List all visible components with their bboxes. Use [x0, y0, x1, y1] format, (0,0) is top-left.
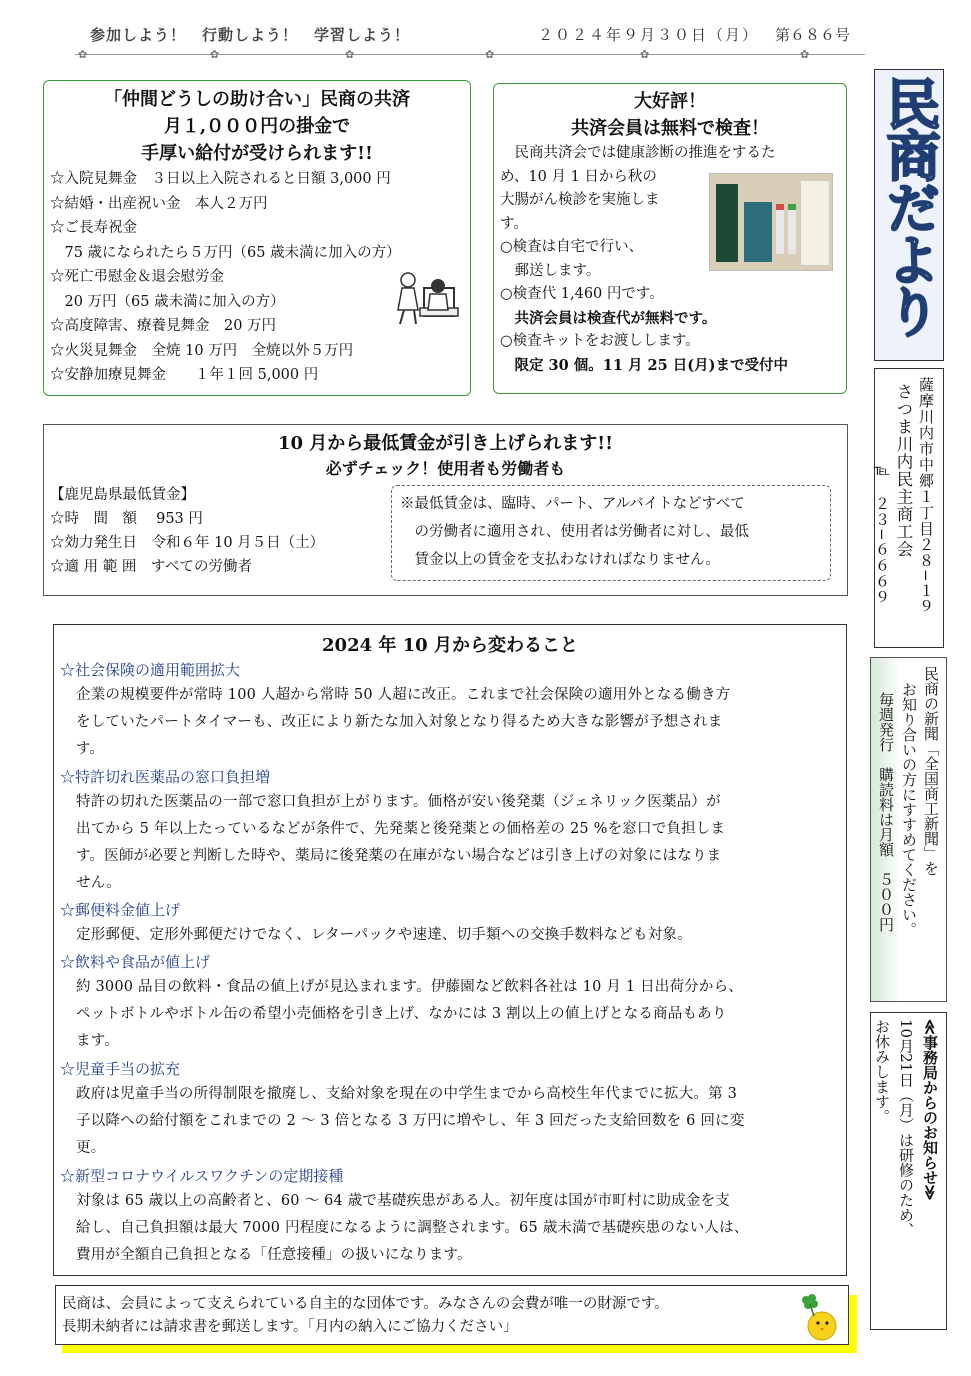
text-line: ○検査代 1,460 円です。: [500, 286, 664, 302]
list-item: 20 万円（65 歳未満に加入の方）: [50, 293, 285, 310]
text-line: 特許の切れた医薬品の一部で窓口負担が上がります。価格が安い後発薬（ジェネリック医薬品）が: [76, 794, 721, 810]
text-line: 約 3000 品目の飲料・食品の値上げが見込まれます。伊藤園など飲料各社は 10 月 1 日出荷分から、: [76, 979, 743, 995]
issue-number: 第６８６号: [775, 26, 851, 44]
header-slogan: 参加しよう！ 行動しよう！ 学習しよう！: [90, 26, 411, 44]
text-line: ○検査キットをお渡しします。: [500, 333, 700, 349]
newspaper-promo: [870, 657, 947, 1002]
kyosai-title: 「仲間どうしの助け合い」民商の共済: [104, 89, 410, 110]
section-heading: ☆飲料や食品が値上げ: [60, 953, 211, 971]
section-body: [76, 1188, 840, 1269]
list-item: ☆効力発生日 令和６年 10 月５日（土）: [50, 535, 325, 551]
text-line: す。: [76, 741, 105, 757]
notice-line: お休みします。: [873, 1019, 891, 1124]
text-line: 限定 30 個。11 月 25 日(月)まで受付中: [500, 356, 788, 374]
text-line: 民商共済会では健康診断の推進をするた: [500, 145, 776, 161]
sprig-icon: ✿: [800, 48, 810, 61]
kyosai-article: [43, 80, 471, 396]
screening-article: [493, 83, 847, 394]
notice-line: 10月21日（月）は研修のため、: [897, 1019, 915, 1238]
text-line: す。医師が必要と判断した時や、薬局に後発薬の在庫がない場合などは引き上げの対象にはなりま: [76, 848, 722, 864]
text-line: 給し、自己負担額は最大 7000 円程度になるように調整されます。65 歳未満で基礎疾患のない人は、: [76, 1220, 749, 1236]
text-line: 大腸がん検診を実施しま: [500, 192, 660, 208]
text-line: 企業の規模要件が常時 100 人超から常時 50 人超に改正。これまで社会保険の適用外となる働き方: [76, 687, 731, 703]
section-body: [76, 922, 840, 949]
note-line: ※最低賃金は、臨時、パート、アルバイトなどすべて: [400, 496, 745, 512]
text-line: ます。: [76, 1033, 119, 1049]
list-item: 75 歳になられたら５万円（65 歳未満に加入の方）: [50, 244, 401, 261]
list-item: ☆結婚・出産祝い金 本人２万円: [50, 195, 268, 212]
list-item: 【鹿児島県最低賃金】: [50, 487, 195, 503]
list-item: ☆時 間 額 953 円: [50, 511, 203, 527]
phone-number: ℡ ２３−６６６９: [873, 461, 891, 606]
promo-line: 毎週発行 購読料は月額 ５００円: [877, 692, 895, 932]
promo-line: 民商の新聞「全国商工新聞」を: [922, 666, 940, 876]
list-item: ☆安静加療見舞金 １年１回 5,000 円: [50, 367, 319, 383]
list-item: ☆入院見舞金 ３日以上入院されると日額 3,000 円: [50, 171, 391, 187]
text-line: せん。: [76, 875, 121, 891]
benefit-list: [50, 167, 401, 388]
section-body: [76, 974, 840, 1055]
screening-subtitle: 共済会員は無料で検査！: [571, 118, 769, 139]
minimum-wage-article: [43, 424, 848, 596]
section-heading: ☆郵便料金値上げ: [60, 901, 181, 919]
masthead: [874, 69, 944, 361]
screening-title: 大好評！: [634, 91, 706, 112]
sprig-icon: ✿: [640, 48, 650, 61]
office-notice: [870, 1012, 947, 1330]
footer-line: 民商は、会員によって支えられている自主的な団体です。みなさんの会費が唯一の財源です。: [62, 1296, 669, 1312]
test-kit-photo: [709, 173, 833, 271]
text-line: ペットボトルやボトル缶の希望小売価格を引き上げ、なかには 3 割以上の値上げとなる商品もあり: [76, 1006, 727, 1022]
changes-title: 2024 年 10 月から変わること: [322, 635, 578, 656]
sprig-icon: ✿: [78, 48, 88, 61]
membership-footer: [55, 1285, 849, 1345]
note-line: の労働者に適用され、使用者は労働者に対し、最低: [400, 524, 749, 540]
text-line: す。: [500, 215, 528, 232]
text-line: 郵送します。: [500, 262, 601, 279]
note-line: 賃金以上の賃金を支払わなければなりません。: [400, 552, 720, 568]
section-heading: ☆児童手当の拡充: [60, 1060, 181, 1078]
text-line: 政府は児童手当の所得制限を撤廃し、支給対象を現在の中学生までから高校生年代までに拡大。第 3: [76, 1086, 738, 1102]
text-line: 更。: [76, 1140, 106, 1156]
section-heading: ☆社会保険の適用範囲拡大: [60, 661, 241, 679]
section-body: [76, 682, 840, 763]
text-line: 出てから 5 年以上たっているなどが条件で、先発薬と後発薬との価格差の 25 %を窓口で負担しま: [76, 821, 726, 837]
publisher-address: [874, 368, 944, 648]
promo-line: お知り合いの方にすすめてください。: [900, 682, 918, 937]
sprig-icon: ✿: [210, 48, 220, 61]
section-body: [76, 1081, 840, 1162]
text-line: 費用が全額自己負担となる「任意接種」の扱いになります。: [76, 1247, 472, 1263]
footer-line: 長期未納者には請求書を郵送します。「月内の納入にご協力ください」: [62, 1319, 518, 1335]
section-heading: ☆新型コロナウイルスワクチンの定期接種: [60, 1167, 344, 1185]
wage-note: [391, 485, 831, 581]
kyosai-subtitle: 月１,０００円の掛金で: [163, 116, 351, 137]
section-body: [76, 789, 840, 897]
text-line: 対象は 65 歳以上の高齢者と、60 〜 64 歳で基礎疾患がある人。初年度は国が市町村に助成金を支: [76, 1193, 730, 1209]
organization-name: さつま川内民主商工会: [894, 383, 913, 558]
header-rule: [75, 54, 865, 55]
text-line: め、10 月 1 日から秋の: [500, 168, 657, 185]
caregiver-illustration-icon: [384, 268, 459, 326]
text-line: ○検査は自宅で行い、: [500, 239, 644, 255]
chick-with-clover-icon: [798, 1292, 842, 1342]
section-heading: ☆特許切れ医薬品の窓口負担増: [60, 768, 271, 786]
wage-subtitle: 必ずチェック！使用者も労働者も: [325, 459, 566, 478]
list-item: ☆火災見舞金 全焼 10 万円 全焼以外５万円: [50, 342, 354, 359]
sprig-icon: ✿: [485, 48, 495, 61]
list-item: ☆高度障害、療養見舞金 20 万円: [50, 318, 277, 334]
address-line: 薩摩川内市中郷１丁目２８−１９: [917, 377, 935, 615]
text-line: 子以降への給付額をこれまでの 2 〜 3 倍となる 3 万円に増やし、年 3 回だった支給回数を 6 回に変: [76, 1113, 745, 1129]
sprig-icon: ✿: [345, 48, 355, 61]
text-line: をしていたパートタイマーも、改正により新たな加入対象となり得るため大きな影響が予想されま: [76, 714, 723, 730]
list-item: ☆適 用 範 囲 すべての労働者: [50, 559, 253, 575]
notice-title: ≪事務局からのお知らせ≫: [921, 1019, 939, 1201]
october-changes-article: [53, 624, 847, 1276]
kyosai-subtitle: 手厚い給付が受けられます!!: [141, 143, 373, 164]
list-item: ☆ご長寿祝金: [50, 220, 137, 236]
wage-list: [50, 483, 324, 579]
text-line: 定形郵便、定形外郵便だけでなく、レターパックや速達、切手類への交換手数料なども対象。: [76, 927, 692, 943]
issue-date: ２０２４年９月３０日（月）: [538, 26, 760, 44]
list-item: ☆死亡弔慰金＆退会慰労金: [50, 269, 224, 285]
text-line: 共済会員は検査代が無料です。: [500, 309, 717, 327]
newsletter-title: 民商だより: [878, 76, 942, 336]
wage-title: 10 月から最低賃金が引き上げられます!!: [277, 433, 614, 454]
